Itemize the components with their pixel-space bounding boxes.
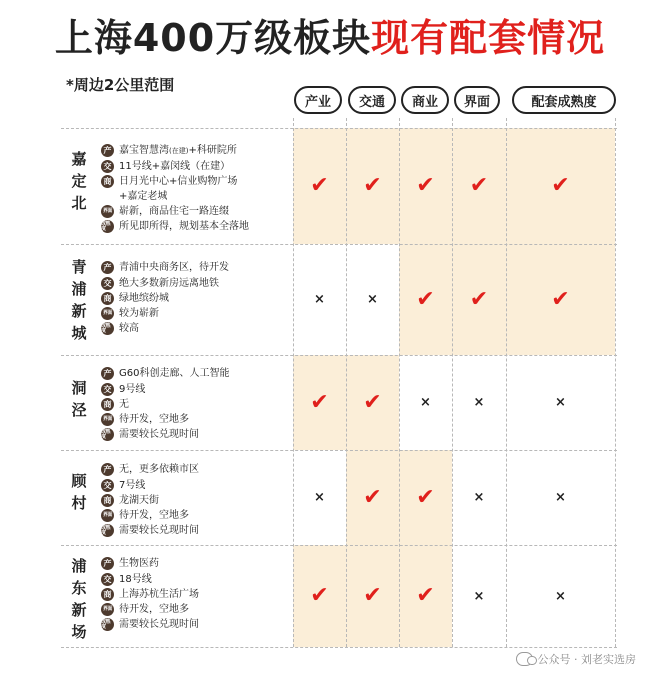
detail-industry — [101, 260, 291, 276]
industry-badge-icon: 产 — [101, 463, 114, 476]
rating-cell — [346, 450, 399, 545]
check-icon: ✔ — [416, 583, 435, 608]
transport-badge-icon: 交 — [101, 383, 114, 396]
maturity-badge-icon: 成熟度 — [101, 220, 114, 233]
rating-cell — [506, 128, 615, 244]
rating-cell — [506, 450, 615, 545]
rating-cell — [293, 355, 346, 450]
check-icon: ✔ — [416, 173, 435, 198]
check-icon: ✔ — [310, 389, 329, 415]
row-divider — [61, 450, 617, 451]
transport-text: 11号线+嘉闵线（在建） — [119, 161, 231, 172]
rating-cell — [452, 545, 506, 647]
detail-interface — [101, 306, 291, 321]
rating-cell — [506, 244, 615, 355]
interface-text: 待开发，空地多 — [119, 510, 189, 521]
maturity-badge-icon: 成熟度 — [101, 428, 114, 441]
industry-text: 生物医药 — [119, 558, 159, 569]
detail-transport — [101, 276, 291, 291]
column-divider — [615, 118, 616, 647]
check-icon: ✔ — [551, 173, 570, 198]
commerce-badge-icon: 商 — [101, 588, 114, 601]
industry-badge-icon: 产 — [101, 367, 114, 380]
transport-badge-icon: 交 — [101, 479, 114, 492]
rating-cell — [399, 450, 452, 545]
rating-cell — [452, 450, 506, 545]
maturity-badge-icon: 成熟度 — [101, 322, 114, 335]
check-icon: ✔ — [363, 484, 382, 510]
industry-text: G60科创走廊、人工智能 — [119, 368, 230, 379]
detail-industry — [101, 366, 291, 382]
detail-maturity — [101, 523, 291, 538]
region-name: 顾村 — [71, 472, 87, 512]
maturity-text: 所见即所得，规划基本全落地 — [119, 221, 249, 232]
row-divider — [61, 545, 617, 546]
row-divider — [61, 128, 617, 129]
detail-industry — [101, 556, 291, 572]
commerce-text: 绿地缤纷城 — [119, 293, 169, 304]
rating-cell — [506, 545, 615, 647]
rating-cell — [346, 355, 399, 450]
rating-cell — [399, 355, 452, 450]
industry-text: 嘉宝智慧湾 — [119, 145, 169, 156]
rating-cell — [293, 128, 346, 244]
cross-icon: × — [473, 490, 485, 505]
watermark-text: 公众号 · 刘老实选房 — [537, 653, 636, 666]
maturity-text: 需要较长兑现时间 — [119, 429, 199, 440]
detail-maturity — [101, 219, 291, 234]
commerce-text: 无 — [119, 399, 129, 410]
industry-text: 青浦中央商务区，待开发 — [119, 262, 229, 273]
detail-transport — [101, 572, 291, 587]
cross-icon: × — [473, 588, 485, 604]
region-name: 浦东新场 — [71, 557, 87, 641]
transport-badge-icon: 交 — [101, 573, 114, 586]
region-details — [101, 366, 291, 442]
cross-icon: × — [473, 395, 485, 410]
column-header-3: 界面 — [454, 86, 500, 114]
interface-text: 待开发，空地多 — [119, 414, 189, 425]
industry-badge-icon: 产 — [101, 144, 114, 157]
maturity-text: 需要较长兑现时间 — [119, 619, 199, 630]
column-header-1: 交通 — [348, 86, 396, 114]
rating-cell — [452, 244, 506, 355]
detail-maturity — [101, 321, 291, 336]
detail-commerce — [101, 291, 291, 306]
column-header-0: 产业 — [294, 86, 342, 114]
detail-transport — [101, 478, 291, 493]
interface-badge-icon: 界面 — [101, 205, 114, 218]
industry-badge-icon: 产 — [101, 557, 114, 570]
rating-cell — [293, 450, 346, 545]
column-divider — [506, 118, 507, 647]
watermark — [516, 651, 637, 667]
detail-commerce — [101, 493, 291, 508]
detail-interface — [101, 602, 291, 617]
subtitle-note: *周边2公里范围 — [66, 76, 175, 94]
wechat-icon — [516, 652, 533, 666]
commerce-continued: +嘉定老城 — [119, 191, 168, 202]
check-icon: ✔ — [416, 484, 435, 510]
transport-badge-icon: 交 — [101, 160, 114, 173]
rating-cell — [399, 128, 452, 244]
detail-commerce — [101, 587, 291, 602]
check-icon: ✔ — [310, 173, 329, 198]
page-title — [0, 10, 660, 66]
rating-cell — [293, 244, 346, 355]
maturity-text: 需要较长兑现时间 — [119, 525, 199, 536]
region-name: 洞泾 — [71, 379, 87, 419]
transport-badge-icon: 交 — [101, 277, 114, 290]
transport-text: 绝大多数新房远离地铁 — [119, 278, 219, 289]
transport-text: 18号线 — [119, 574, 152, 585]
check-icon: ✔ — [363, 389, 382, 415]
maturity-badge-icon: 成熟度 — [101, 524, 114, 537]
rating-cell — [346, 128, 399, 244]
cross-icon: × — [555, 588, 566, 604]
region-details — [101, 143, 291, 234]
region-details — [101, 260, 291, 336]
cross-icon: × — [314, 490, 325, 505]
rating-cell — [506, 355, 615, 450]
check-icon: ✔ — [469, 286, 489, 312]
rating-cell — [399, 545, 452, 647]
check-icon: ✔ — [363, 583, 382, 608]
rating-cell — [346, 244, 399, 355]
commerce-badge-icon: 商 — [101, 292, 114, 305]
column-divider — [452, 118, 453, 647]
row-divider — [61, 244, 617, 245]
title-part1: 上海400万级板块 — [54, 16, 372, 60]
rating-cell — [399, 244, 452, 355]
row-divider — [61, 355, 617, 356]
transport-text: 7号线 — [119, 480, 146, 491]
interface-badge-icon: 界面 — [101, 307, 114, 320]
industry-extra: +科研院所 — [188, 145, 237, 156]
rating-cell — [452, 355, 506, 450]
commerce-badge-icon: 商 — [101, 398, 114, 411]
detail-interface — [101, 412, 291, 427]
commerce-text: 龙湖天街 — [119, 495, 159, 506]
column-divider — [346, 118, 347, 647]
region-details — [101, 556, 291, 632]
check-icon: ✔ — [310, 583, 329, 608]
rating-cell — [293, 545, 346, 647]
commerce-text: 日月光中心+信业购物广场 — [119, 176, 238, 187]
detail-commerce — [101, 397, 291, 412]
interface-text: 崭新，商品住宅一路连缀 — [119, 206, 229, 217]
check-icon: ✔ — [363, 173, 382, 198]
column-divider — [293, 118, 294, 647]
row-divider — [61, 647, 617, 648]
detail-maturity — [101, 617, 291, 632]
detail-industry — [101, 143, 291, 159]
rating-cell — [346, 545, 399, 647]
industry-note: (在建) — [169, 147, 189, 155]
region-details — [101, 462, 291, 538]
title-part2-highlight: 现有配套情况 — [371, 16, 606, 60]
column-divider — [399, 118, 400, 647]
rating-cell — [452, 128, 506, 244]
detail-commerce — [101, 174, 291, 189]
interface-badge-icon: 界面 — [101, 509, 114, 522]
commerce-text: 上海苏杭生活广场 — [119, 589, 199, 600]
detail-interface — [101, 204, 291, 219]
interface-badge-icon: 界面 — [101, 603, 114, 616]
interface-text: 待开发，空地多 — [119, 604, 189, 615]
detail-interface — [101, 508, 291, 523]
cross-icon: × — [367, 292, 378, 307]
detail-industry — [101, 462, 291, 478]
industry-badge-icon: 产 — [101, 261, 114, 274]
detail-transport — [101, 159, 291, 174]
maturity-badge-icon: 成熟度 — [101, 618, 114, 631]
check-icon: ✔ — [469, 173, 489, 198]
interface-badge-icon: 界面 — [101, 413, 114, 426]
detail-transport — [101, 382, 291, 397]
region-name: 嘉定北 — [71, 150, 87, 212]
column-header-2: 商业 — [401, 86, 449, 114]
cross-icon: × — [314, 292, 325, 307]
column-header-4: 配套成熟度 — [512, 86, 616, 114]
interface-text: 较为崭新 — [119, 308, 159, 319]
detail-maturity — [101, 427, 291, 442]
commerce-badge-icon: 商 — [101, 494, 114, 507]
transport-text: 9号线 — [119, 384, 146, 395]
cross-icon: × — [555, 490, 566, 505]
check-icon: ✔ — [416, 286, 435, 312]
region-name: 青浦新城 — [71, 258, 87, 342]
cross-icon: × — [555, 395, 566, 410]
cross-icon: × — [420, 395, 431, 410]
check-icon: ✔ — [551, 286, 570, 312]
commerce-badge-icon: 商 — [101, 175, 114, 188]
industry-text: 无，更多依赖市区 — [119, 464, 199, 475]
maturity-text: 较高 — [119, 323, 139, 334]
